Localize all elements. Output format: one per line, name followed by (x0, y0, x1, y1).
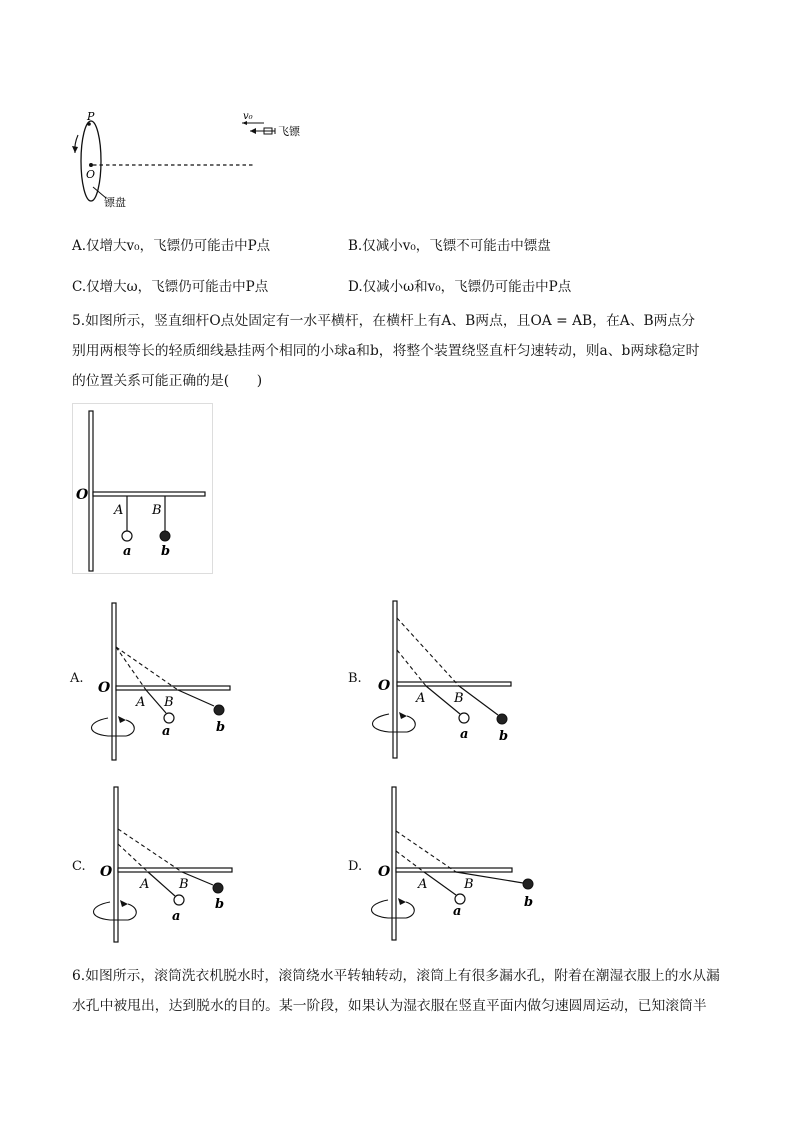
label-B: B (454, 691, 464, 706)
label-A: A (416, 691, 426, 706)
horizontal-bar (93, 492, 205, 496)
vertical-rod (392, 787, 396, 940)
point-O-dot (89, 163, 93, 167)
ball-b (214, 705, 224, 715)
horizontal-bar (396, 868, 512, 872)
dart-icon (250, 128, 275, 134)
ball-a (459, 713, 469, 723)
q5-line-1: 5.如图所示，竖直细杆O点处固定有一水平横杆，在横杆上有A、B两点，且OA = AB，在A、B两点分 (72, 313, 696, 329)
q6-line-1: 6.如图所示，滚筒洗衣机脱水时，滚筒绕水平转轴转动，滚筒上有很多漏水孔，附着在潮湿衣服上的水从漏 (72, 968, 720, 984)
label-b: b (161, 544, 171, 559)
label-dart: 飞镖 (278, 125, 300, 138)
label-O: O (378, 864, 391, 880)
q4-option-a[interactable]: A.仅增大v₀，飞镖仍可能击中P点 (72, 238, 271, 254)
label-B: B (179, 877, 189, 892)
label-v0: v₀ (243, 111, 253, 122)
q6-question (72, 961, 740, 1021)
label-O: O (98, 680, 111, 696)
string-A (148, 872, 175, 896)
label-a: a (123, 544, 132, 559)
q5-option-c-figure[interactable] (86, 784, 246, 946)
horizontal-bar (118, 868, 232, 872)
vertical-rod (114, 787, 118, 942)
string-A (424, 872, 456, 895)
label-A: A (136, 695, 146, 710)
label-B: B (464, 877, 474, 892)
ball-a (122, 531, 132, 541)
label-a: a (162, 724, 171, 739)
string-B (178, 690, 214, 706)
label-board: 镖盘 (104, 196, 126, 208)
q5-main-figure (72, 403, 214, 575)
q5-option-c-letter[interactable]: C. (72, 859, 86, 874)
q5-line-2: 别用两根等长的轻质细线悬挂两个相同的小球a和b，将整个装置绕竖直杆匀速转动，则a、b两球稳定时 (72, 343, 700, 359)
label-a: a (172, 909, 181, 924)
q5-option-d-letter[interactable]: D. (348, 859, 363, 874)
ball-b (213, 883, 223, 893)
ball-b (160, 531, 170, 541)
label-A: A (418, 877, 428, 892)
horizontal-bar (397, 682, 511, 686)
dartboard-figure (70, 108, 320, 208)
string-A (146, 690, 166, 713)
label-O: O (76, 487, 89, 503)
label-a: a (453, 904, 462, 919)
q6-line-2: 水孔中被甩出，达到脱水的目的。某一阶段，如果认为湿衣服在竖直平面内做匀速圆周运动，已知滚筒半 (72, 998, 707, 1014)
ball-b (523, 879, 533, 889)
label-O: O (378, 678, 391, 694)
label-b: b (215, 897, 225, 912)
ball-b (497, 714, 507, 724)
q5-question (72, 306, 740, 396)
q4-option-d[interactable]: D.仅减小ω和v₀，飞镖仍可能击中P点 (348, 279, 572, 295)
label-O: O (100, 864, 113, 880)
q5-option-d-figure[interactable] (362, 784, 542, 944)
label-P: P (87, 110, 95, 123)
string-B (459, 686, 498, 715)
dartboard-disk (81, 121, 101, 201)
label-A: A (140, 877, 150, 892)
label-A: A (114, 503, 124, 518)
label-B: B (164, 695, 174, 710)
label-b: b (524, 895, 534, 910)
ball-a (174, 895, 184, 905)
q5-line-3: 的位置关系可能正确的是( ) (72, 373, 263, 389)
q5-option-a-figure[interactable] (84, 600, 244, 765)
q4-option-b[interactable]: B.仅减小v₀，飞镖不可能击中镖盘 (348, 238, 551, 254)
label-B: B (152, 503, 162, 518)
label-b: b (216, 720, 226, 735)
q4-option-c[interactable]: C.仅增大ω，飞镖仍可能击中P点 (72, 279, 269, 295)
ball-a (455, 894, 465, 904)
label-O: O (86, 168, 96, 181)
vertical-rod (89, 411, 93, 571)
q5-option-a-letter[interactable]: A. (70, 671, 84, 686)
ball-a (164, 713, 174, 723)
horizontal-bar (116, 686, 230, 690)
label-b: b (499, 729, 509, 744)
q5-option-b-letter[interactable]: B. (348, 671, 362, 686)
label-a: a (460, 727, 469, 742)
q5-option-b-figure[interactable] (364, 598, 524, 763)
vertical-rod (393, 601, 397, 758)
